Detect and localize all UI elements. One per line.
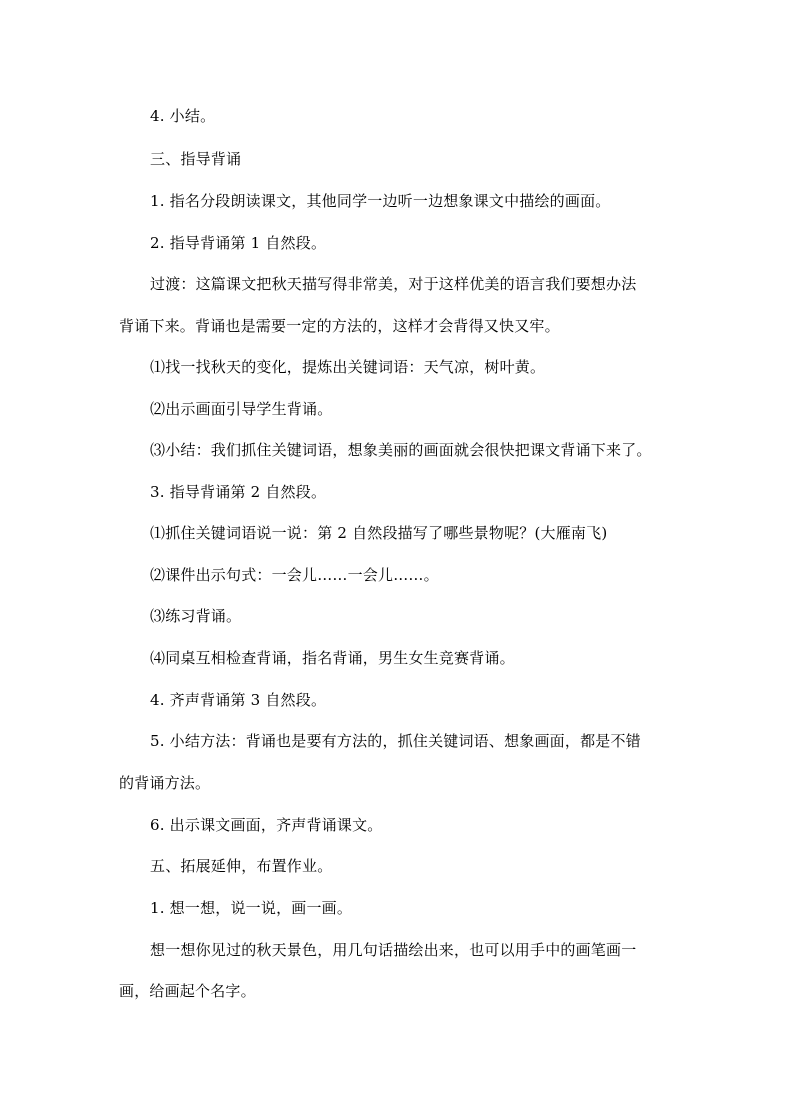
section-heading-recitation: 三、指导背诵 [150,150,242,168]
substep-2-show-picture: ⑵出示画面引导学生背诵。 [150,400,333,418]
step-3-heading: 3. 指导背诵第 2 自然段。 [150,483,327,501]
substep-3-summary: ⑶小结：我们抓住关键词语，想象美丽的画面就会很快把课文背诵下来了。 [150,441,652,459]
homework-paragraph-line-1: 想一想你见过的秋天景色，用几句话描绘出来，也可以用手中的画笔画一 [150,941,637,959]
paragraph-summary-4: 4. 小结。 [150,107,216,125]
step-5-summary-line-1: 5. 小结方法：背诵也是要有方法的，抓住关键词语、想象画面，都是不错 [150,732,641,750]
step-1-reading: 1. 指名分段朗读课文，其他同学一边听一边想象课文中描绘的画面。 [150,192,611,210]
step-5-summary-line-2: 的背诵方法。 [119,774,211,792]
substep-1-keywords: ⑴抓住关键词语说一说：第 2 自然段描写了哪些景物呢？(大雁南飞) [150,524,608,542]
transition-paragraph-line-1: 过渡：这篇课文把秋天描写得非常美，对于这样优美的语言我们要想办法 [150,275,637,293]
substep-1-find-changes: ⑴找一找秋天的变化，提炼出关键词语：天气凉，树叶黄。 [150,358,546,376]
transition-paragraph-line-2: 背诵下来。背诵也是需要一定的方法的，这样才会背得又快又牢。 [119,317,560,335]
step-4-recite-together: 4. 齐声背诵第 3 自然段。 [150,691,327,709]
homework-step-1: 1. 想一想，说一说，画一画。 [150,899,353,917]
homework-paragraph-line-2: 画，给画起个名字。 [119,982,256,1000]
substep-3-practice: ⑶练习背诵。 [150,607,242,625]
step-6-show-picture: 6. 出示课文画面，齐声背诵课文。 [150,816,383,834]
substep-4-check: ⑷同桌互相检查背诵，指名背诵，男生女生竞赛背诵。 [150,649,515,667]
substep-2-sentence-pattern: ⑵课件出示句式：一会儿……一会儿……。 [150,566,439,584]
section-heading-extension: 五、拓展延伸，布置作业。 [150,857,333,875]
step-2-heading: 2. 指导背诵第 1 自然段。 [150,234,327,252]
